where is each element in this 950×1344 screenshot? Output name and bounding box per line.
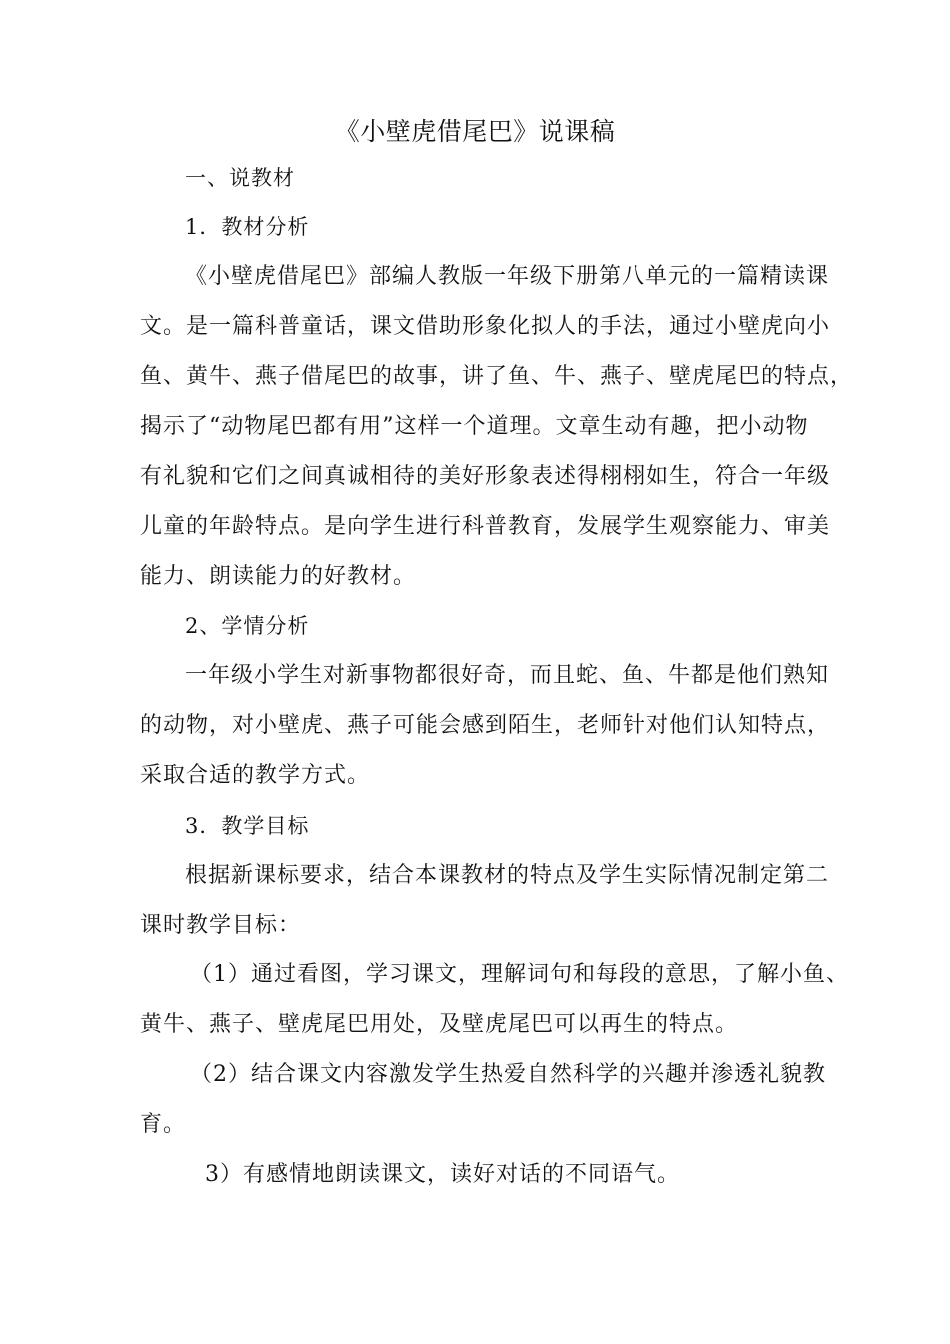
subheading-teaching-goals: 3．教学目标 [185, 814, 310, 838]
goal-item-2-line: 育。 [140, 1112, 187, 1137]
paragraph-line: 《小壁虎借尾巴》部编人教版一年级下册第八单元的一篇精读课 [185, 264, 830, 289]
goal-item-1-line: （1）通过看图，学习课文，理解词句和每段的意思，了解小鱼、 [190, 962, 849, 987]
goal-item-1-line: 黄牛、燕子、壁虎尾巴用处，及壁虎尾巴可以再生的特点。 [140, 1012, 739, 1037]
goal-item-2-line: （2）结合课文内容激发学生热爱自然科学的兴趣并渗透礼貌教 [190, 1062, 826, 1087]
paragraph-line: 文。是一篇科普童话，课文借助形象化拟人的手法，通过小壁虎向小 [140, 314, 831, 339]
paragraph-line: 鱼、黄牛、燕子借尾巴的故事，讲了鱼、牛、燕子、壁虎尾巴的特点， [140, 364, 854, 389]
goal-item-3-line: 3）有感情地朗读课文，读好对话的不同语气。 [205, 1162, 680, 1187]
paragraph-line: 根据新课标要求，结合本课教材的特点及学生实际情况制定第二 [185, 863, 830, 888]
paragraph-line: 一年级小学生对新事物都很好奇，而且蛇、鱼、牛都是他们熟知 [185, 663, 830, 688]
document-title: 《小壁虎借尾巴》说课稿 [334, 117, 616, 146]
subheading-material-analysis: 1．教材分析 [185, 215, 310, 239]
paragraph-line: 有礼貌和它们之间真诚相待的美好形象表述得栩栩如生，符合一年级 [140, 464, 831, 489]
paragraph-line: 课时教学目标： [140, 913, 302, 938]
paragraph-line: 的动物，对小壁虎、燕子可能会感到陌生，老师针对他们认知特点， [140, 713, 831, 738]
paragraph-line: 揭示了“动物尾巴都有用”这样一个道理。文章生动有趣，把小动物 [140, 414, 809, 439]
paragraph-line: 儿童的年龄特点。是向学生进行科普教育，发展学生观察能力、审美 [140, 514, 831, 539]
paragraph-line: 能力、朗读能力的好教材。 [140, 564, 417, 589]
section-heading-teaching-material: 一、说教材 [185, 166, 295, 190]
paragraph-line: 采取合适的教学方式。 [140, 763, 371, 788]
subheading-learner-analysis: 2、学情分析 [185, 614, 310, 638]
